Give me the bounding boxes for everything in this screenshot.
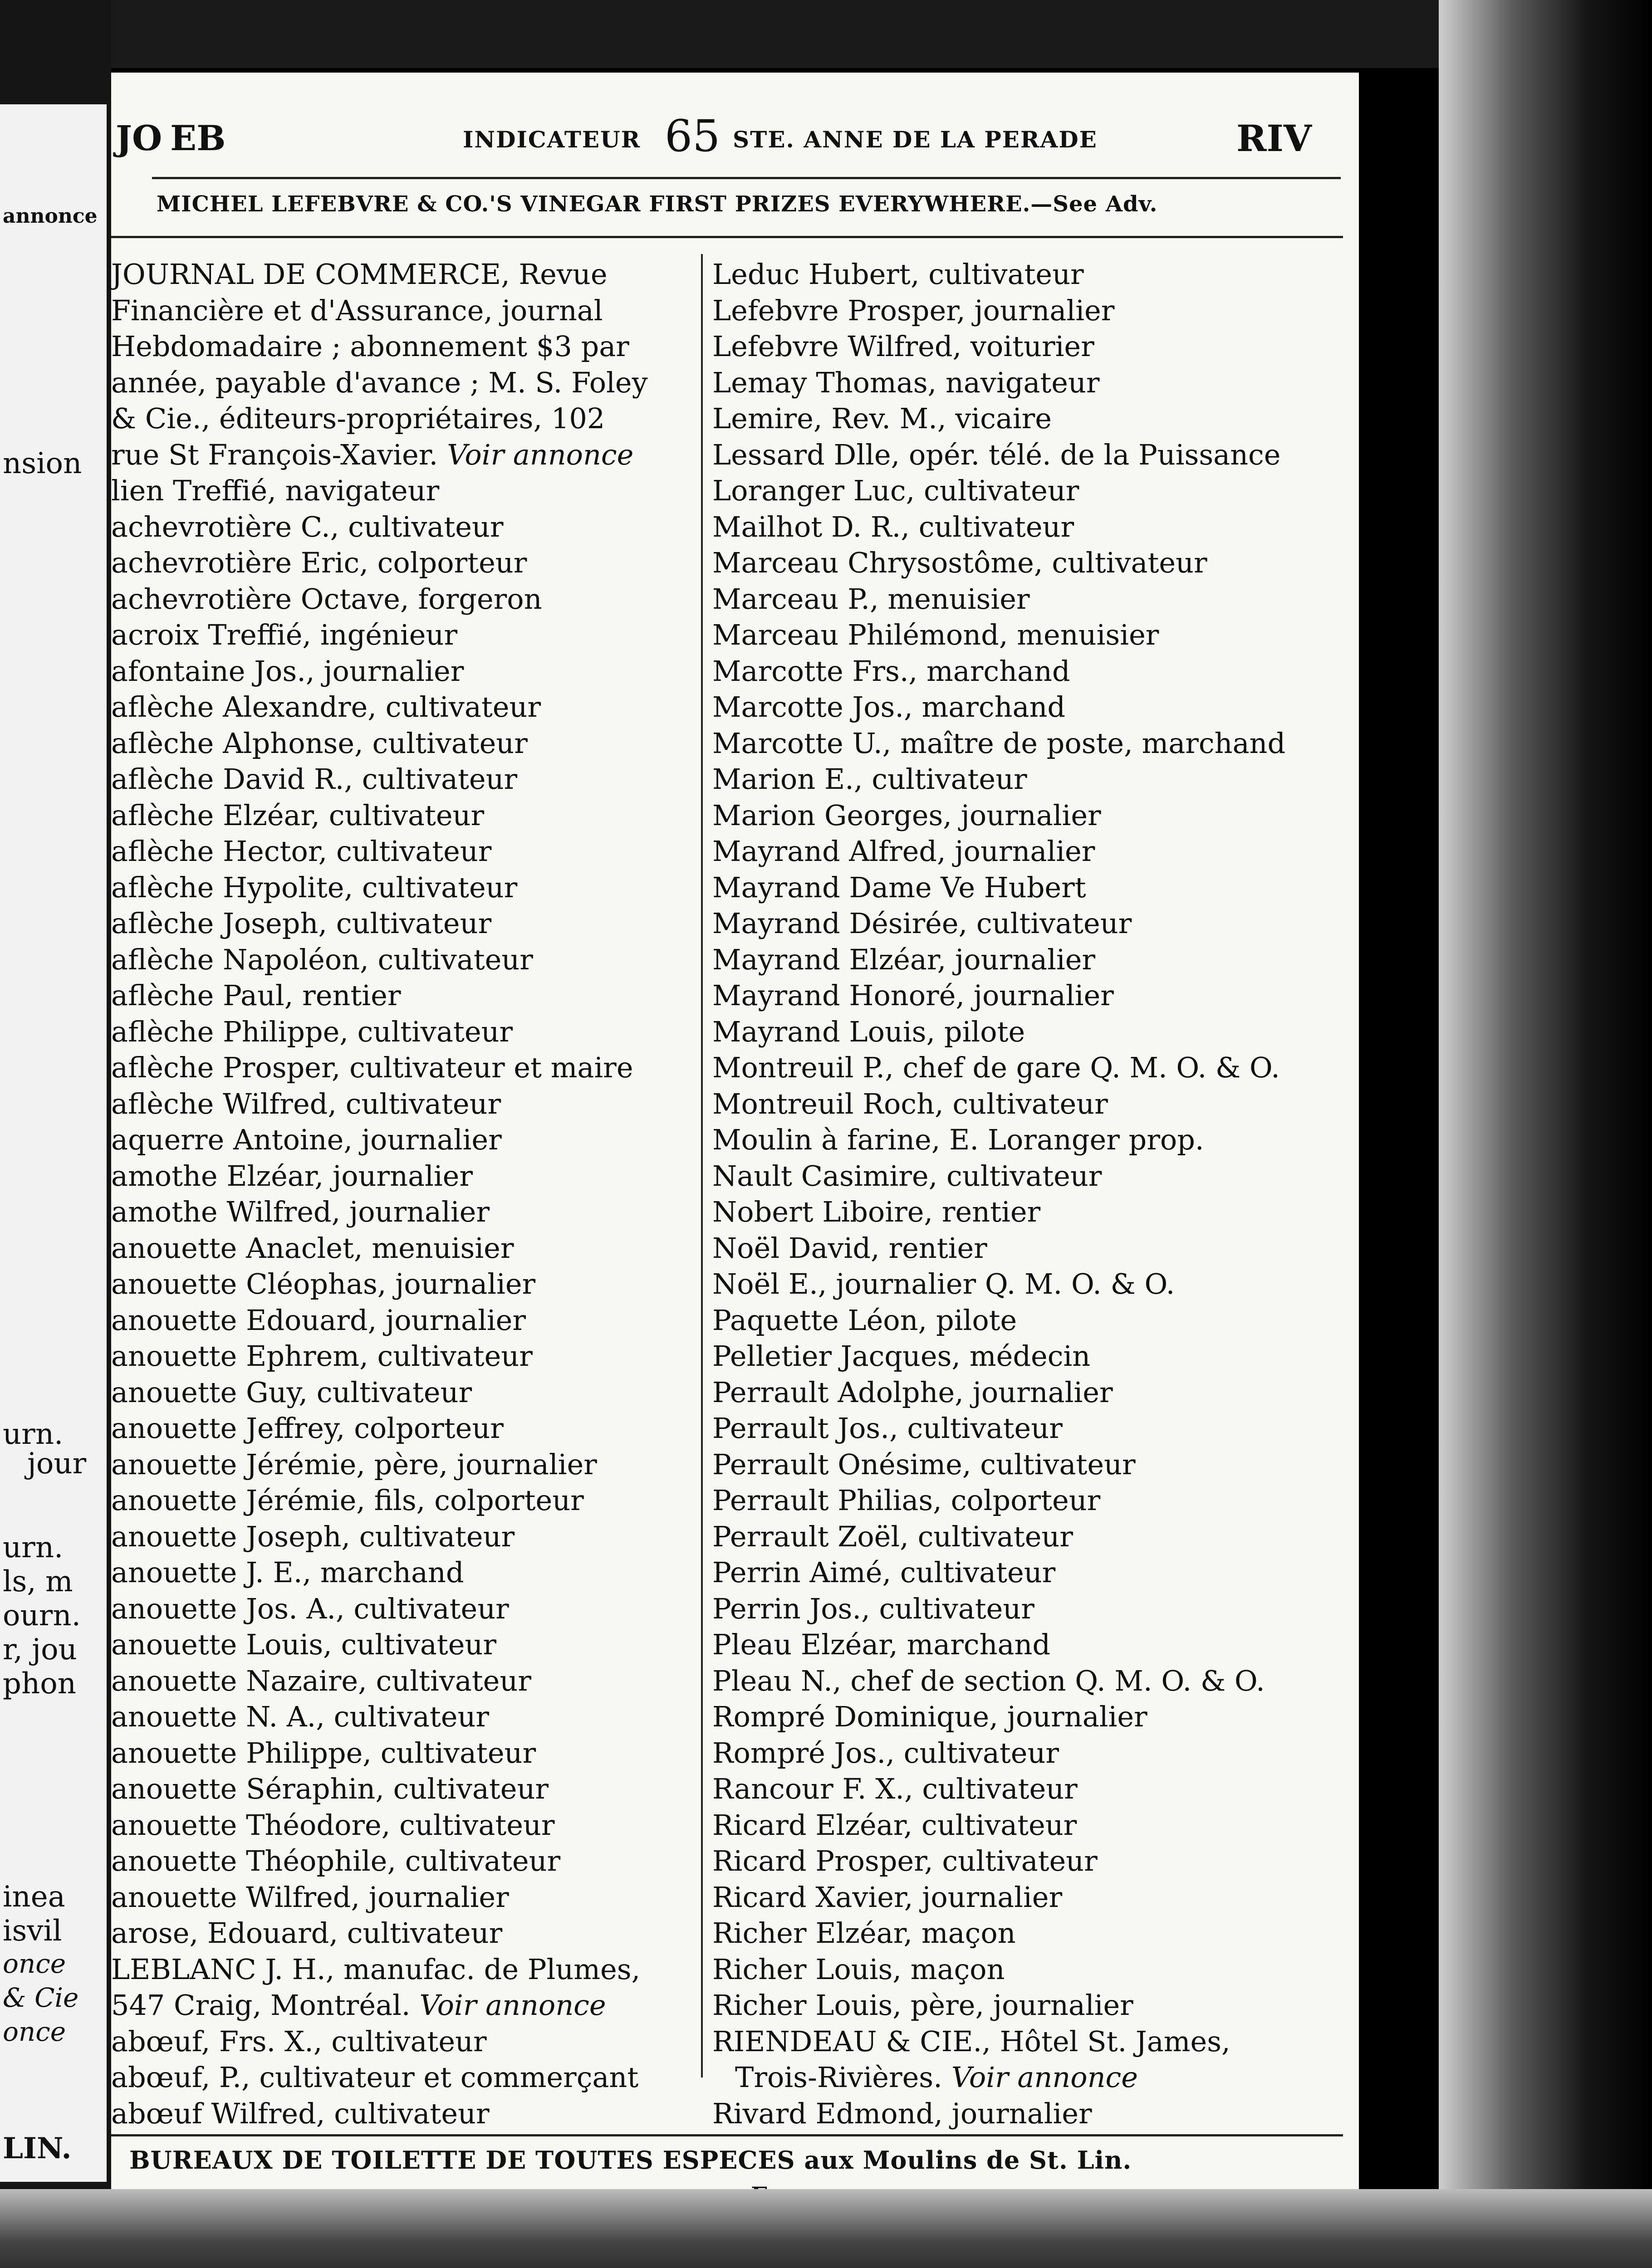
entry-text: Financière et d'Assurance, journal: [111, 293, 603, 327]
entry-text: acroix Treffié, ingénieur: [111, 618, 457, 651]
directory-entry: [712, 509, 1357, 545]
entry-text: achevrotière C., cultivateur: [111, 510, 504, 543]
entry-text: Mayrand Louis, pilote: [712, 1015, 1025, 1048]
entry-text: aflèche Alphonse, cultivateur: [111, 726, 528, 760]
directory-entry: [712, 2024, 1357, 2060]
directory-entry: [712, 1554, 1357, 1591]
directory-entry: [712, 942, 1357, 978]
directory-entry: [712, 1194, 1357, 1230]
directory-entry: [712, 617, 1357, 653]
entry-text: Hebdomadaire ; abonnement $3 par: [111, 330, 629, 363]
directory-entry: [111, 437, 687, 473]
directory-entry: [712, 1338, 1357, 1374]
directory-entry: [712, 1771, 1357, 1807]
header-locality: STE. ANNE DE LA PERADE: [733, 126, 1098, 153]
directory-entry: [111, 1338, 687, 1374]
entry-text: anouette Théophile, cultivateur: [111, 1844, 561, 1877]
directory-entry: [712, 293, 1357, 329]
running-header: [111, 113, 1341, 163]
directory-entry: [712, 1519, 1357, 1555]
directory-entry: [111, 1771, 687, 1807]
entry-text: Perrin Aimé, cultivateur: [712, 1556, 1056, 1589]
entry-text: aquerre Antoine, journalier: [111, 1123, 502, 1156]
adjacent-fragment: LIN.: [3, 2131, 72, 2165]
entry-text: aflèche Hector, cultivateur: [111, 835, 492, 868]
entry-text: Marcotte Jos., marchand: [712, 690, 1066, 723]
directory-entry: [712, 1158, 1357, 1194]
directory-entry: [712, 1663, 1357, 1699]
directory-entry: [712, 1230, 1357, 1266]
directory-entry: [712, 1374, 1357, 1411]
directory-entry: [712, 1447, 1357, 1483]
directory-entry: [712, 1843, 1357, 1879]
entry-text: Noël E., journalier Q. M. O. & O.: [712, 1267, 1175, 1300]
directory-entry: [111, 1482, 687, 1519]
entry-text: abœuf, Frs. X., cultivateur: [111, 2024, 487, 2058]
entry-text: amothe Wilfred, journalier: [111, 1195, 490, 1228]
directory-entry: [712, 1014, 1357, 1050]
entry-text: Rivard Edmond, journalier: [712, 2097, 1092, 2130]
entry-text: Mayrand Honoré, journalier: [712, 979, 1114, 1012]
directory-entry: [111, 1374, 687, 1411]
entry-text: anouette Ephrem, cultivateur: [111, 1339, 533, 1373]
entry-text: Marcotte U., maître de poste, marchand: [712, 726, 1286, 760]
directory-entry: [111, 1879, 687, 1916]
directory-entry: [712, 545, 1357, 581]
entry-text: Lefebvre Wilfred, voiturier: [712, 330, 1094, 363]
directory-entry: [111, 1735, 687, 1771]
directory-entry: [712, 1807, 1357, 1843]
directory-entry: [111, 905, 687, 942]
entry-text: Pleau Elzéar, marchand: [712, 1628, 1051, 1661]
entry-text: Marion Georges, journalier: [712, 798, 1101, 832]
directory-entry: [111, 761, 687, 797]
entry-text: anouette Anaclet, menuisier: [111, 1231, 514, 1265]
entry-text: Mayrand Alfred, journalier: [712, 835, 1095, 868]
entry-text: anouette Séraphin, cultivateur: [111, 1772, 549, 1805]
entry-text: aflèche Alexandre, cultivateur: [111, 690, 541, 723]
entry-text: Noël David, rentier: [712, 1231, 987, 1265]
adjacent-fragment: & Cie: [3, 1982, 79, 2013]
directory-entry: [712, 1879, 1357, 1916]
adjacent-fragment: once: [3, 1948, 66, 1979]
adjacent-fragment: isvil: [3, 1914, 62, 1948]
entry-text: Lemay Thomas, navigateur: [712, 366, 1100, 399]
entry-text: lien Treffié, navigateur: [111, 474, 440, 507]
directory-entry: [111, 1410, 687, 1447]
page-number: 65: [665, 111, 721, 161]
adjacent-fragment: ourn.: [3, 1599, 81, 1633]
entry-text: Rompré Dominique, journalier: [712, 1700, 1147, 1733]
adjacent-page-strip: [0, 104, 107, 2182]
scan-border-right: [1439, 0, 1652, 2268]
directory-entry: [111, 689, 687, 725]
directory-entry: [712, 1410, 1357, 1447]
directory-entry: [712, 870, 1357, 906]
directory-entry: [712, 1987, 1357, 2024]
directory-entry: [111, 581, 687, 617]
directory-entry: [111, 1158, 687, 1194]
entry-text: Trois-Rivières.: [735, 2061, 942, 2094]
header-rule: [152, 177, 1341, 179]
entry-text: anouette Guy, cultivateur: [111, 1375, 472, 1409]
entry-text: Pleau N., chef de section Q. M. O. & O.: [712, 1664, 1265, 1697]
directory-entry: [712, 1122, 1357, 1158]
adjacent-fragment: annonce: [3, 205, 98, 228]
left-column: [111, 256, 687, 2131]
entry-text: Montreuil P., chef de gare Q. M. O. & O.: [712, 1051, 1280, 1084]
directory-entry: [111, 1194, 687, 1230]
directory-entry: [111, 1627, 687, 1663]
directory-entry: [111, 401, 687, 437]
directory-entry: [111, 293, 687, 329]
entry-text: Lefebvre Prosper, journalier: [712, 293, 1115, 327]
directory-entry: [111, 833, 687, 870]
entry-text: Perrault Philias, colporteur: [712, 1484, 1101, 1517]
entry-text: afontaine Jos., journalier: [111, 654, 464, 688]
directory-entry: [712, 2059, 1357, 2096]
directory-entry: [712, 256, 1357, 293]
scan-border-bottom: [0, 2189, 1652, 2268]
directory-entry: [111, 1554, 687, 1591]
directory-entry: [111, 509, 687, 545]
directory-entry: [712, 653, 1357, 689]
ad-rule: [111, 236, 1343, 238]
entry-text: Nobert Liboire, rentier: [712, 1195, 1041, 1228]
adjacent-fragment: urn.: [3, 1531, 64, 1564]
entry-text: anouette Philippe, cultivateur: [111, 1736, 536, 1769]
directory-entry: [111, 1230, 687, 1266]
directory-entry: [111, 978, 687, 1014]
entry-text: arose, Edouard, cultivateur: [111, 1916, 503, 1950]
directory-entry: [712, 761, 1357, 797]
entry-text: Richer Louis, père, journalier: [712, 1989, 1133, 2022]
directory-entry: [111, 1086, 687, 1122]
directory-entry: [111, 1302, 687, 1339]
directory-entry: [111, 1014, 687, 1050]
entry-text: anouette N. A., cultivateur: [111, 1700, 490, 1733]
entry-text: Perrin Jos., cultivateur: [712, 1592, 1034, 1625]
bottom-advertisement: BUREAUX DE TOILETTE DE TOUTES ESPECES aux Moulins de St. Lin.: [129, 2146, 1132, 2175]
directory-entry: [111, 328, 687, 365]
directory-entry: [712, 1699, 1357, 1735]
entry-text: anouette Wilfred, journalier: [111, 1880, 509, 1914]
entry-text: Montreuil Roch, cultivateur: [712, 1087, 1108, 1120]
directory-entry: [111, 1122, 687, 1158]
directory-entry: [712, 1086, 1357, 1122]
entry-text: anouette Nazaire, cultivateur: [111, 1664, 531, 1697]
voir-annonce-note: Voir annonce: [951, 2061, 1138, 2094]
directory-entry: [111, 1050, 687, 1086]
entry-text: aflèche Philippe, cultivateur: [111, 1015, 513, 1048]
entry-text: Marceau Chrysostôme, cultivateur: [712, 546, 1207, 579]
entry-text: abœuf, P., cultivateur et commerçant: [111, 2061, 639, 2094]
directory-entry: [712, 1482, 1357, 1519]
entry-text: anouette Jérémie, fils, colporteur: [111, 1484, 584, 1517]
entry-text: rue St François-Xavier.: [111, 438, 438, 471]
directory-entry: [111, 653, 687, 689]
entry-text: abœuf Wilfred, cultivateur: [111, 2097, 490, 2130]
directory-entry: [712, 1735, 1357, 1771]
entry-text: anouette Jérémie, père, journalier: [111, 1447, 597, 1481]
directory-entry: [712, 833, 1357, 870]
entry-text: anouette Jeffrey, colporteur: [111, 1412, 504, 1445]
directory-entry: [712, 905, 1357, 942]
entry-text: Perrault Zoël, cultivateur: [712, 1520, 1073, 1553]
adjacent-fragment: urn.: [3, 1418, 64, 1451]
header-left-fragment: JO EB: [116, 118, 226, 158]
directory-entry: [712, 1266, 1357, 1302]
header-indicateur: INDICATEUR: [463, 126, 641, 153]
entry-text: Moulin à farine, E. Loranger prop.: [712, 1123, 1204, 1156]
directory-entry: [712, 437, 1357, 473]
entry-text: aflèche Napoléon, cultivateur: [111, 943, 533, 976]
entry-text: anouette Edouard, journalier: [111, 1303, 526, 1337]
directory-entry: [111, 2096, 687, 2132]
entry-text: année, payable d'avance ; M. S. Foley: [111, 366, 648, 399]
entry-text: Perrault Jos., cultivateur: [712, 1412, 1063, 1445]
entry-text: Mailhot D. R., cultivateur: [712, 510, 1074, 543]
directory-entry: [111, 473, 687, 509]
directory-entry: [111, 1915, 687, 1951]
directory-entry: [712, 1627, 1357, 1663]
entry-text: Perrault Adolphe, journalier: [712, 1375, 1113, 1409]
directory-entry: [111, 1807, 687, 1843]
entry-text: LEBLANC J. H., manufac. de Plumes,: [111, 1952, 641, 1986]
entry-text: JOURNAL DE COMMERCE, Revue: [111, 258, 608, 291]
directory-entry: [712, 1915, 1357, 1951]
entry-text: anouette Louis, cultivateur: [111, 1628, 496, 1661]
entry-text: Marceau P., menuisier: [712, 582, 1030, 616]
entry-text: aflèche Wilfred, cultivateur: [111, 1087, 501, 1120]
directory-entry: [712, 797, 1357, 834]
directory-entry: [111, 2059, 687, 2096]
adjacent-fragment: ls, m: [3, 1565, 73, 1598]
directory-entry: [111, 1591, 687, 1627]
entry-text: & Cie., éditeurs-propriétaires, 102: [111, 402, 605, 435]
entry-text: Marion E., cultivateur: [712, 763, 1027, 796]
directory-entry: [111, 617, 687, 653]
directory-entry: [712, 473, 1357, 509]
directory-entry: [712, 978, 1357, 1014]
voir-annonce-note: Voir annonce: [447, 438, 634, 471]
directory-entry: [712, 1591, 1357, 1627]
entry-text: Lemire, Rev. M., vicaire: [712, 402, 1052, 435]
right-column: [712, 256, 1357, 2131]
directory-entry: [111, 2024, 687, 2060]
entry-text: achevrotière Octave, forgeron: [111, 582, 542, 616]
directory-entry: [111, 1699, 687, 1735]
entry-text: Rancour F. X., cultivateur: [712, 1772, 1078, 1805]
directory-entry: [111, 545, 687, 581]
entry-text: Paquette Léon, pilote: [712, 1303, 1017, 1337]
entry-text: Ricard Xavier, journalier: [712, 1880, 1063, 1914]
entry-text: Nault Casimire, cultivateur: [712, 1159, 1102, 1193]
adjacent-fragment: inea: [3, 1880, 65, 1914]
entry-text: aflèche David R., cultivateur: [111, 763, 518, 796]
entry-text: anouette Théodore, cultivateur: [111, 1808, 555, 1842]
entry-text: Mayrand Elzéar, journalier: [712, 943, 1096, 976]
directory-entry: [712, 1302, 1357, 1339]
entry-text: aflèche Joseph, cultivateur: [111, 907, 492, 940]
entry-text: Ricard Elzéar, cultivateur: [712, 1808, 1077, 1842]
entry-text: Perrault Onésime, cultivateur: [712, 1447, 1136, 1481]
entry-text: Mayrand Dame Ve Hubert: [712, 870, 1086, 904]
directory-entry: [712, 365, 1357, 401]
entry-text: 547 Craig, Montréal.: [111, 1989, 411, 2022]
directory-entry: [712, 581, 1357, 617]
entry-text: anouette J. E., marchand: [111, 1556, 464, 1589]
directory-entry: [111, 725, 687, 762]
directory-entry: [111, 1266, 687, 1302]
adjacent-fragment: phon: [3, 1667, 76, 1701]
directory-entry: [712, 401, 1357, 437]
adjacent-fragment: jour: [27, 1447, 87, 1481]
directory-entry: [712, 725, 1357, 762]
entry-text: Ricard Prosper, cultivateur: [712, 1844, 1098, 1877]
scan-border-top: [0, 0, 1652, 68]
entry-text: aflèche Elzéar, cultivateur: [111, 798, 485, 832]
entry-text: anouette Jos. A., cultivateur: [111, 1592, 509, 1625]
directory-entry: [712, 2096, 1357, 2132]
adjacent-fragment: once: [3, 2016, 66, 2047]
entry-text: Marcotte Frs., marchand: [712, 654, 1070, 688]
directory-entry: [111, 942, 687, 978]
entry-text: aflèche Hypolite, cultivateur: [111, 870, 518, 904]
voir-annonce-note: Voir annonce: [419, 1989, 606, 2022]
directory-entry: [111, 1663, 687, 1699]
directory-entry: [111, 1447, 687, 1483]
entry-text: Rompré Jos., cultivateur: [712, 1736, 1059, 1769]
footer-rule: [111, 2134, 1343, 2136]
directory-entry: [111, 1843, 687, 1879]
top-advertisement: MICHEL LEFEBVRE & CO.'S VINEGAR FIRST PRIZES EVERYWHERE.—See Adv.: [157, 191, 1158, 217]
adjacent-fragment: r, jou: [3, 1633, 77, 1667]
entry-text: Richer Elzéar, maçon: [712, 1916, 1016, 1950]
entry-text: anouette Cléophas, journalier: [111, 1267, 536, 1300]
entry-text: Pelletier Jacques, médecin: [712, 1339, 1091, 1373]
header-right-word: RIV: [1236, 117, 1312, 160]
directory-entry: [111, 256, 687, 293]
entry-text: amothe Elzéar, journalier: [111, 1159, 473, 1193]
directory-entry: [111, 1987, 687, 2024]
directory-entry: [111, 797, 687, 834]
column-divider: [701, 254, 703, 2077]
entry-text: Marceau Philémond, menuisier: [712, 618, 1159, 651]
entry-text: Richer Louis, maçon: [712, 1952, 1005, 1986]
entry-text: RIENDEAU & CIE., Hôtel St. James,: [712, 2024, 1230, 2058]
entry-text: aflèche Prosper, cultivateur et maire: [111, 1051, 633, 1084]
entry-text: Leduc Hubert, cultivateur: [712, 258, 1084, 291]
entry-text: Lessard Dlle, opér. télé. de la Puissance: [712, 438, 1281, 471]
directory-entry: [111, 1951, 687, 1988]
adjacent-fragment: nsion: [3, 447, 82, 480]
entry-text: achevrotière Eric, colporteur: [111, 546, 527, 579]
entry-text: Loranger Luc, cultivateur: [712, 474, 1079, 507]
directory-page: [111, 73, 1359, 2195]
entry-text: aflèche Paul, rentier: [111, 979, 401, 1012]
directory-entry: [111, 870, 687, 906]
entry-text: Mayrand Désirée, cultivateur: [712, 907, 1132, 940]
entry-text: anouette Joseph, cultivateur: [111, 1520, 515, 1553]
directory-entry: [712, 1951, 1357, 1988]
directory-entry: [712, 689, 1357, 725]
directory-entry: [712, 1050, 1357, 1086]
directory-entry: [111, 365, 687, 401]
directory-entry: [712, 328, 1357, 365]
directory-entry: [111, 1519, 687, 1555]
